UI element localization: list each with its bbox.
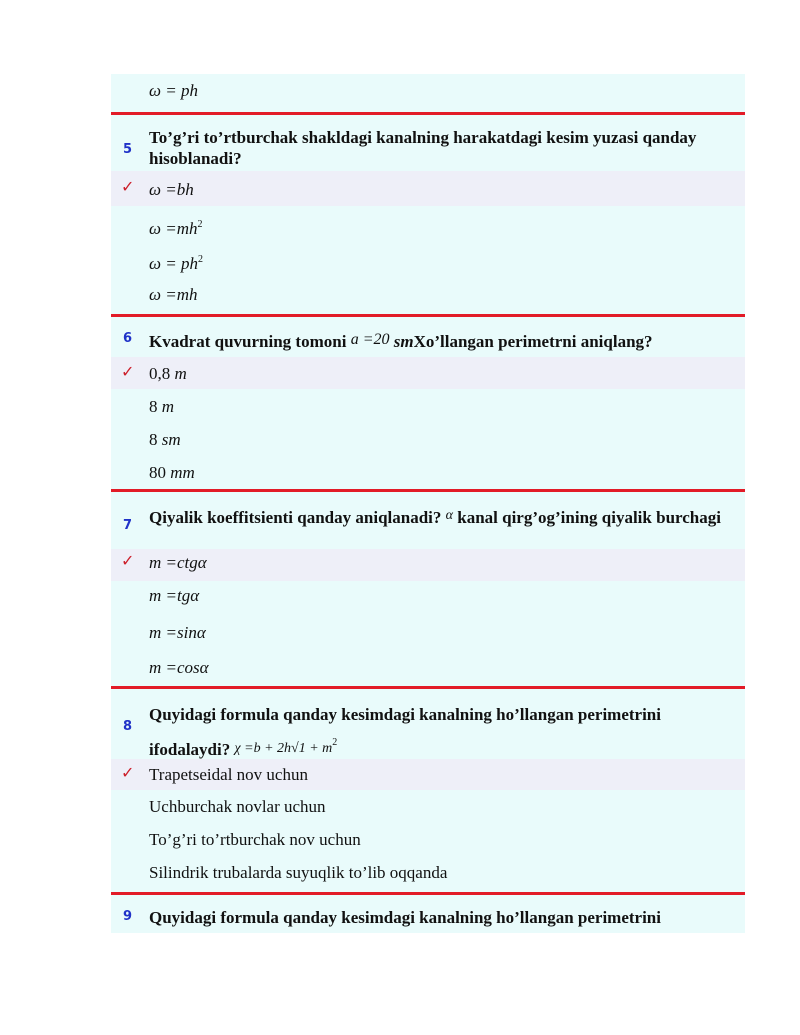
option-row[interactable] [111, 389, 745, 422]
question-text: Quyidagi formula qanday kesimdagi kanalning ho’llangan perimetrini ifodalaydi? $\chi =b + 2h√1 + m^2$ [149, 705, 661, 759]
option-text: ω = ph [149, 81, 198, 100]
question-number: 6 [123, 331, 133, 346]
question-text: To’g’ri to’rtburchak shakldagi kanalning harakatdagi kesim yuzasi qanday hisoblanadi? [149, 128, 697, 168]
question-text: Qiyalik koeffitsienti qanday aniqlanadi? $^\alpha$ kanal qirg’og’ining qiyalik burchagi [149, 508, 721, 527]
option-row-correct[interactable] [111, 171, 745, 206]
option-text: ω =bh [149, 180, 194, 199]
option-text: m =cosα [149, 658, 209, 677]
option-row[interactable] [111, 74, 745, 112]
option-row-correct[interactable] [111, 549, 745, 581]
option-text: 8 m [149, 397, 175, 416]
option-text: m =tgα [149, 586, 200, 605]
option-row[interactable] [111, 276, 745, 314]
check-icon: ✓ [121, 763, 135, 782]
question-row [111, 498, 745, 549]
check-icon: ✓ [121, 362, 135, 381]
option-text: 80 mm [149, 463, 195, 482]
option-text: Uchburchak novlar uchun [149, 797, 326, 816]
option-row[interactable] [111, 422, 745, 455]
option-text: Trapetseidal nov uchun [149, 765, 308, 784]
question-row [111, 121, 745, 171]
question-number: 5 [123, 142, 133, 157]
option-row[interactable] [111, 581, 745, 616]
option-text: $\omega = ph^2$ [149, 254, 203, 273]
option-row[interactable] [111, 241, 745, 276]
option-text: Silindrik trubalarda suyuqlik to’lib oqqanda [149, 863, 448, 882]
option-text: 0,8 m [149, 364, 187, 383]
option-text: m =sinα [149, 623, 206, 642]
option-text: $\omega =mh^2$ [149, 219, 203, 238]
option-row[interactable] [111, 856, 745, 892]
option-row-correct[interactable] [111, 357, 745, 389]
question-number: 9 [123, 909, 133, 924]
check-icon: ✓ [121, 177, 135, 196]
question-number: 7 [123, 518, 133, 533]
question-row [111, 323, 745, 357]
question-number: 8 [123, 719, 133, 734]
question-text: Quyidagi formula qanday kesimdagi kanalning ho’llangan perimetrini [149, 908, 661, 927]
option-row[interactable] [111, 455, 745, 489]
option-text: To’g’ri to’rtburchak nov uchun [149, 830, 361, 849]
question-row [111, 901, 745, 933]
question-text: Kvadrat quvurning tomoni a =20 smXo’llangan perimetrni aniqlang? [149, 331, 653, 351]
option-row[interactable] [111, 616, 745, 651]
quiz-sheet [111, 74, 745, 933]
question-row [111, 695, 745, 759]
option-row[interactable] [111, 206, 745, 241]
option-row[interactable] [111, 651, 745, 686]
check-icon: ✓ [121, 551, 135, 570]
option-row[interactable] [111, 790, 745, 823]
option-text: 8 sm [149, 430, 181, 449]
option-text: m =ctgα [149, 553, 207, 572]
option-row-correct[interactable] [111, 759, 745, 790]
option-text: ω =mh [149, 285, 198, 304]
option-row[interactable] [111, 823, 745, 856]
